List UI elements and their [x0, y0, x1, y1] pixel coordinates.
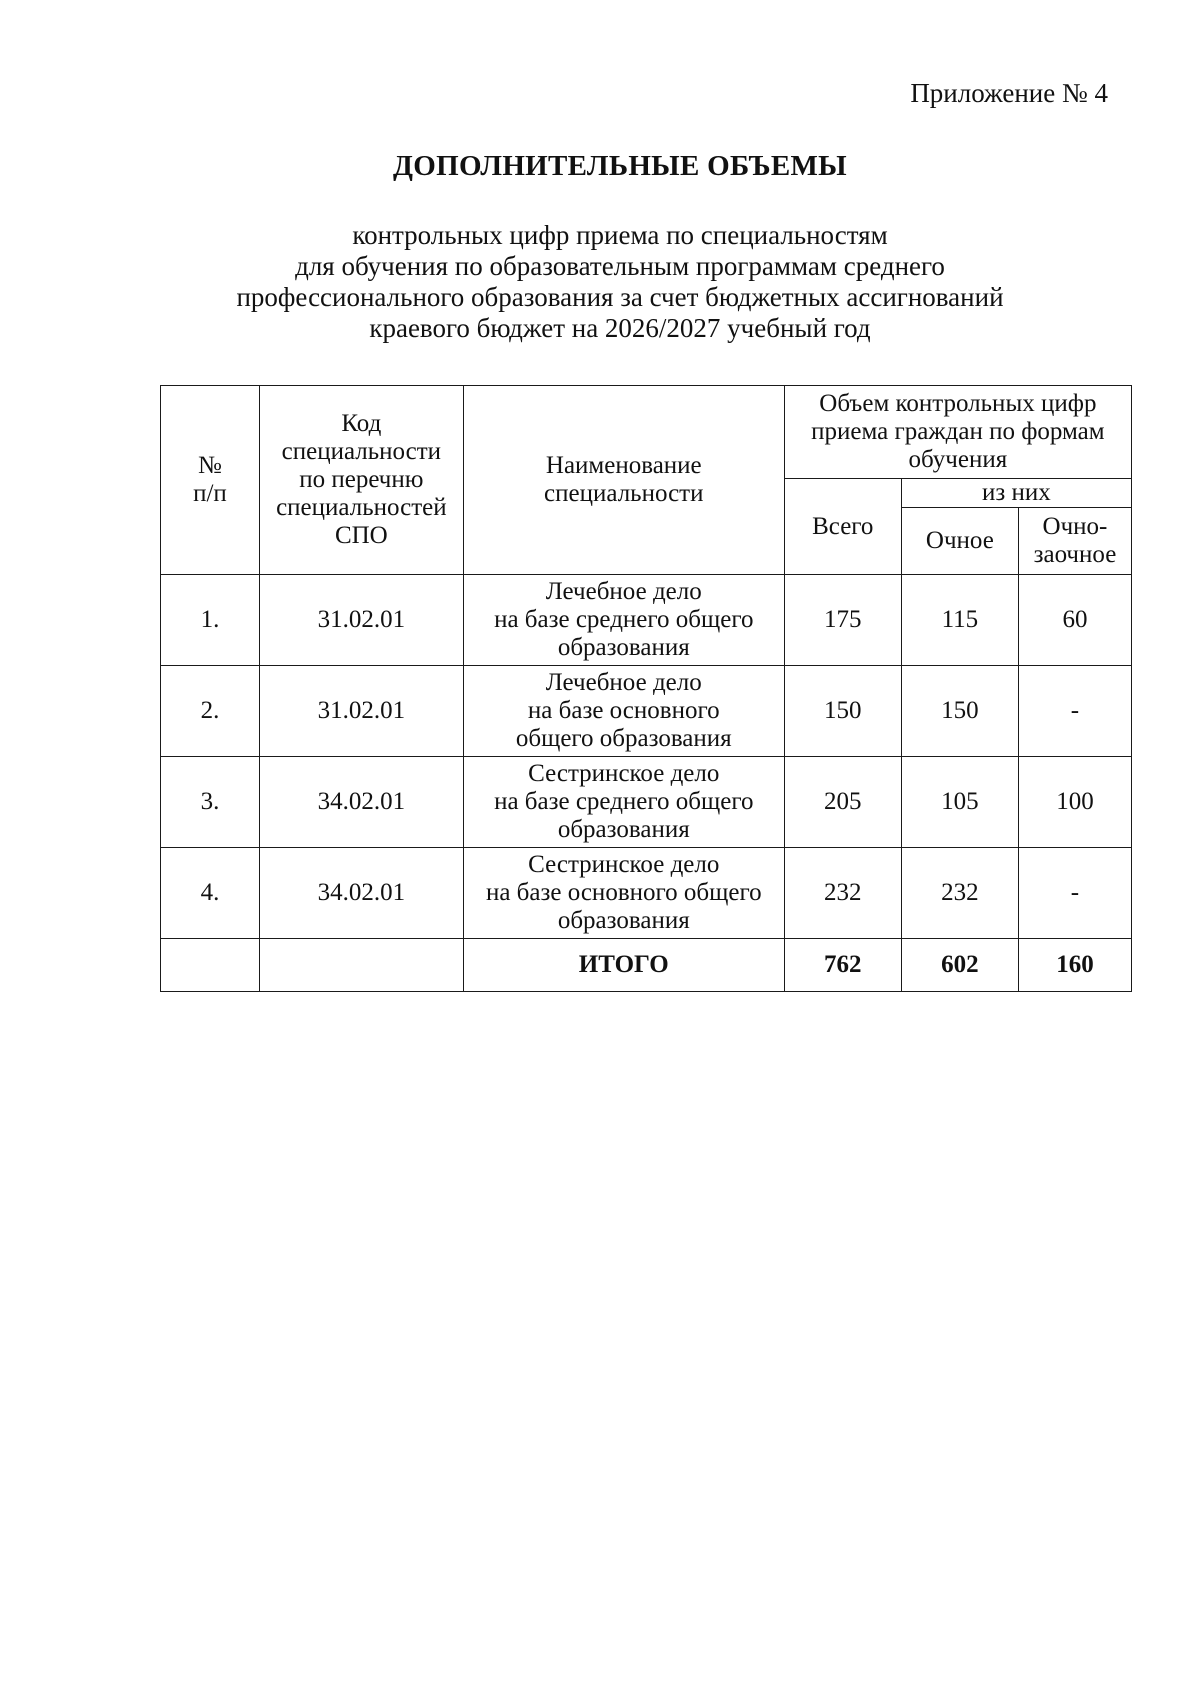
document-subtitle — [0, 220, 1200, 344]
header-part-time: Очно- заочное — [1018, 508, 1131, 575]
header-name: Наименование специальности — [463, 386, 784, 575]
total-empty-cell — [259, 939, 463, 992]
row-total: 232 — [784, 848, 901, 939]
row-part-time: - — [1018, 848, 1131, 939]
row-code: 34.02.01 — [259, 757, 463, 848]
total-sum: 762 — [784, 939, 901, 992]
table-row — [161, 848, 1132, 939]
row-full-time: 115 — [901, 575, 1018, 666]
row-number: 4. — [161, 848, 260, 939]
row-code: 31.02.01 — [259, 575, 463, 666]
header-code: Код специальности по перечню специальностей СПО — [259, 386, 463, 575]
subtitle-line: контрольных цифр приема по специальностям — [352, 220, 888, 250]
total-empty-cell — [161, 939, 260, 992]
table-total-row — [161, 939, 1132, 992]
row-name: Сестринское дело на базе среднего общего образования — [463, 757, 784, 848]
appendix-label: Приложение № 4 — [910, 78, 1108, 108]
header-total: Всего — [784, 479, 901, 575]
header-volume: Объем контрольных цифр приема граждан по формам обучения — [784, 386, 1131, 479]
row-number: 3. — [161, 757, 260, 848]
row-full-time: 232 — [901, 848, 1018, 939]
row-name: Лечебное дело на базе основного общего образования — [463, 666, 784, 757]
table-header-row — [161, 386, 1132, 479]
row-part-time: - — [1018, 666, 1131, 757]
row-total: 150 — [784, 666, 901, 757]
total-full-time: 602 — [901, 939, 1018, 992]
row-part-time: 60 — [1018, 575, 1131, 666]
subtitle-line: для обучения по образовательным программам среднего — [295, 251, 945, 281]
admission-volumes-table — [160, 385, 1132, 992]
subtitle-line: профессионального образования за счет бюджетных ассигнований — [236, 282, 1004, 312]
row-code: 34.02.01 — [259, 848, 463, 939]
document-title: ДОПОЛНИТЕЛЬНЫЕ ОБЪЕМЫ — [393, 150, 847, 182]
header-of-them: из них — [901, 479, 1131, 508]
row-code: 31.02.01 — [259, 666, 463, 757]
table-row — [161, 757, 1132, 848]
subtitle-line: краевого бюджет на 2026/2027 учебный год — [369, 313, 871, 343]
row-total: 175 — [784, 575, 901, 666]
total-label: ИТОГО — [463, 939, 784, 992]
header-full-time: Очное — [901, 508, 1018, 575]
header-number: № п/п — [161, 386, 260, 575]
row-full-time: 105 — [901, 757, 1018, 848]
total-part-time: 160 — [1018, 939, 1131, 992]
row-number: 1. — [161, 575, 260, 666]
row-number: 2. — [161, 666, 260, 757]
table-row — [161, 666, 1132, 757]
table-row — [161, 575, 1132, 666]
row-full-time: 150 — [901, 666, 1018, 757]
row-part-time: 100 — [1018, 757, 1131, 848]
row-total: 205 — [784, 757, 901, 848]
row-name: Сестринское дело на базе основного общего образования — [463, 848, 784, 939]
row-name: Лечебное дело на базе среднего общего образования — [463, 575, 784, 666]
